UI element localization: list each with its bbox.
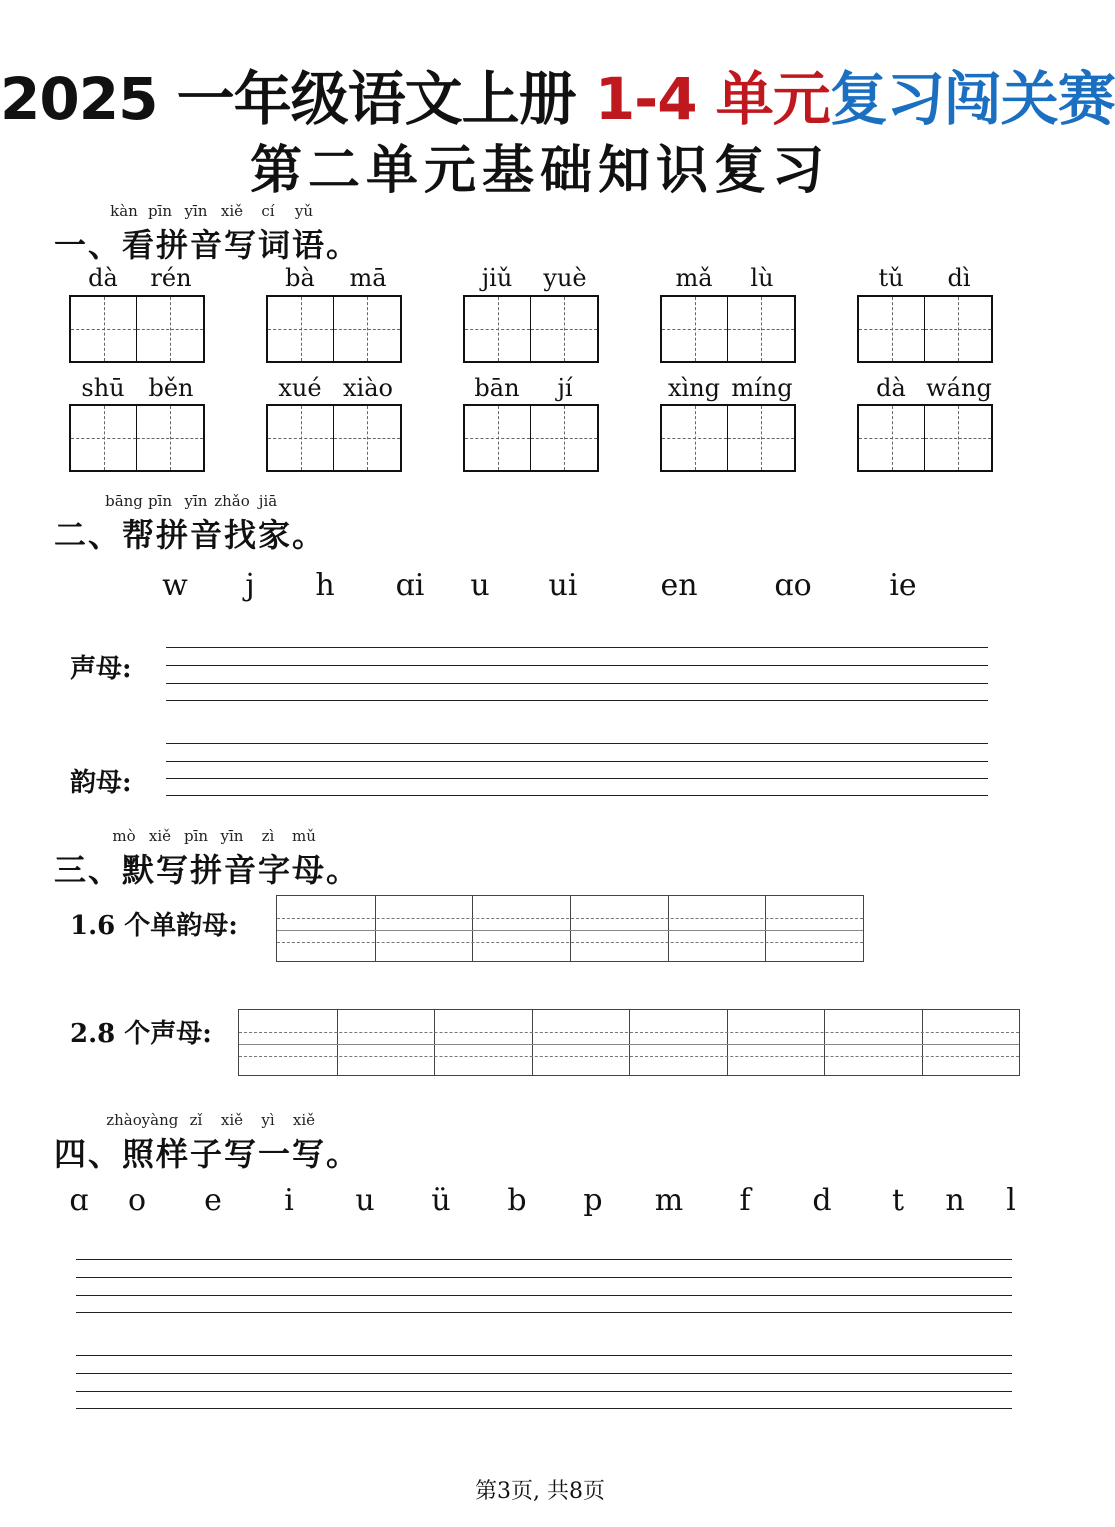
character-cell[interactable] [465,406,531,470]
grid-column-divider [824,1010,825,1075]
pinyin-letter: b [507,1183,527,1218]
writing-line [76,1259,1012,1260]
grid-column-divider [375,896,376,961]
pinyin-syllable: pīn [183,827,209,845]
pinyin-syllable: jiā [258,492,278,510]
tianzige-box[interactable] [660,404,796,472]
character-cell[interactable] [728,406,794,470]
pinyin-syllable: zǐ [189,1111,203,1129]
section4-pinyin [0,1111,1080,1131]
pinyin-syllable: dì [947,264,971,292]
pinyin-letter: d [812,1183,832,1218]
grid-column-divider [922,1010,923,1075]
pinyin-syllable: dà [88,264,118,292]
pinyin-letter: w [162,568,188,603]
grid-guide-line [277,930,863,931]
title-part-blue: 复习闯关赛 [829,65,1115,133]
character-cell[interactable] [925,406,991,470]
pinyin-syllable: rén [150,264,192,292]
pinyin-syllable: xiě [220,202,244,220]
pinyin-syllable: mǎ [675,264,713,292]
writing-line [76,1391,1012,1392]
writing-line [76,1373,1012,1374]
section2-title: 二、帮拼音找家。 [54,516,327,554]
pinyin-letter: ɑ [69,1183,89,1218]
pinyin-syllable: yǔ [294,202,314,220]
pinyin-syllable: yàng [141,1111,179,1129]
grid-column-divider [629,1010,630,1075]
pinyin-syllable: zhào [106,1111,142,1129]
word-pinyin [266,264,402,294]
pinyin-syllable: zhǎo [214,492,250,510]
pinyin-letter: ɑo [774,568,812,603]
pinyin-syllable: lù [750,264,774,292]
pinyin-syllable: bān [474,374,520,402]
grid-column-divider [765,896,766,961]
pinyin-syllable: běn [148,374,194,402]
tianzige-box[interactable] [857,404,993,472]
pinyin-letter: j [245,568,255,603]
pinyin-syllable: yīn [184,202,208,220]
pinyin-letter: n [945,1183,965,1218]
character-cell[interactable] [137,297,203,361]
section4-title: 四、照样子写一写。 [54,1135,361,1173]
yunmu-label: 韵母: [70,768,132,798]
word-pinyin [463,264,599,294]
word-pinyin [266,374,402,404]
pinyin-syllable: xué [278,374,322,402]
writing-line [166,778,988,779]
writing-line [76,1295,1012,1296]
writing-line [166,795,988,796]
word-pinyin [857,264,993,294]
question-initials: 2.8 个声母: [70,1019,212,1049]
pinyin-syllable: yīn [220,827,244,845]
pinyin-syllable: cí [261,202,275,220]
grid-column-divider [472,896,473,961]
grid-guide-line [277,942,863,943]
pinyin-letter: f [739,1183,751,1218]
section1-title: 一、看拼音写词语。 [54,226,361,264]
main-title [0,52,1115,136]
character-cell[interactable] [531,297,597,361]
pinyin-syllable: xiào [343,374,393,402]
pinyin-syllable: bāng [105,492,143,510]
word-pinyin [69,264,205,294]
pinyin-syllable: wáng [926,374,992,402]
character-cell[interactable] [71,297,137,361]
tianzige-box[interactable] [266,295,402,363]
grid-guide-line [239,1056,1019,1057]
character-cell[interactable] [137,406,203,470]
pinyin-syllable: mǔ [292,827,316,845]
character-cell[interactable] [334,297,400,361]
pinyin-letter: h [315,568,335,603]
writing-line [166,665,988,666]
tianzige-box[interactable] [69,404,205,472]
pinyin-syllable: pīn [147,202,173,220]
character-cell[interactable] [859,297,925,361]
grid-column-divider [570,896,571,961]
section1-pinyin [0,202,1080,222]
pinyin-letter: u [355,1183,375,1218]
page-footer: 第3页, 共8页 [475,1479,605,1504]
pinyin-syllable: yīn [184,492,208,510]
pinyin-letter: en [660,568,698,603]
shengmu-label: 声母: [70,654,132,684]
pinyin-letter: u [470,568,490,603]
pinyin-letter: e [204,1183,222,1218]
pinyin-letter: t [891,1183,905,1218]
pinyin-syllable: yuè [543,264,587,292]
writing-line [76,1408,1012,1409]
initials-grid [238,1009,1020,1076]
tianzige-box[interactable] [463,295,599,363]
pinyin-syllable: dà [876,374,906,402]
question-single-finals: 1.6 个单韵母: [70,911,238,941]
grid-column-divider [532,1010,533,1075]
character-cell[interactable] [531,406,597,470]
section2-letter-row [0,568,1080,608]
grid-guide-line [239,1032,1019,1033]
pinyin-syllable: xiě [148,827,172,845]
pinyin-syllable: pīn [147,492,173,510]
pinyin-syllable: xìng [667,374,721,402]
pinyin-syllable: jiǔ [481,264,513,292]
tianzige-box[interactable] [660,295,796,363]
character-cell[interactable] [728,297,794,361]
word-pinyin [463,374,599,404]
character-cell[interactable] [268,406,334,470]
pinyin-letter: o [127,1183,147,1218]
pinyin-syllable: xiě [220,1111,244,1129]
pinyin-syllable: shū [81,374,125,402]
pinyin-letter: l [1006,1183,1016,1218]
grid-guide-line [239,1044,1019,1045]
grid-column-divider [727,1010,728,1075]
pinyin-syllable: jí [557,374,573,402]
grid-column-divider [668,896,669,961]
tianzige-box[interactable] [266,404,402,472]
pinyin-letter: i [284,1183,294,1218]
character-cell[interactable] [925,297,991,361]
grid-column-divider [434,1010,435,1075]
writing-line [166,683,988,684]
grid-column-divider [337,1010,338,1075]
tianzige-box[interactable] [463,404,599,472]
subtitle: 第二单元基础知识复习 [249,140,830,201]
word-pinyin [857,374,993,404]
pinyin-letter: ɑi [395,568,425,603]
section3-pinyin [0,827,1080,847]
pinyin-syllable: xiě [292,1111,316,1129]
word-pinyin [660,264,796,294]
writing-line [76,1312,1012,1313]
pinyin-letter: p [583,1183,603,1218]
writing-line [166,700,988,701]
pinyin-letter: m [654,1183,684,1218]
pinyin-syllable: míng [731,374,793,402]
character-cell[interactable] [662,297,728,361]
word-pinyin [660,374,796,404]
pinyin-letter: ui [548,568,578,603]
writing-line [166,743,988,744]
character-cell[interactable] [334,406,400,470]
pinyin-syllable: bà [285,264,315,292]
single-finals-grid [276,895,864,962]
writing-line [76,1355,1012,1356]
section3-title: 三、默写拼音字母。 [54,851,361,889]
section2-pinyin [0,492,1080,512]
character-cell[interactable] [268,297,334,361]
pinyin-syllable: mā [349,264,387,292]
character-cell[interactable] [662,406,728,470]
writing-line [76,1277,1012,1278]
grid-guide-line [277,918,863,919]
writing-line [166,761,988,762]
character-cell[interactable] [71,406,137,470]
pinyin-letter: ie [889,568,917,603]
writing-line [166,647,988,648]
pinyin-syllable: kàn [110,202,138,220]
character-cell[interactable] [465,297,531,361]
word-pinyin [69,374,205,404]
character-cell[interactable] [859,406,925,470]
title-part-red: 1-4 单元 [594,65,830,133]
pinyin-syllable: yì [261,1111,275,1129]
pinyin-syllable: tǔ [878,264,904,292]
pinyin-letter: ü [431,1183,451,1218]
tianzige-box[interactable] [857,295,993,363]
pinyin-syllable: zì [261,827,275,845]
tianzige-box[interactable] [69,295,205,363]
section4-letter-row [0,1183,1080,1223]
title-part-black: 2025 一年级语文上册 [0,65,595,133]
pinyin-syllable: mò [112,827,136,845]
